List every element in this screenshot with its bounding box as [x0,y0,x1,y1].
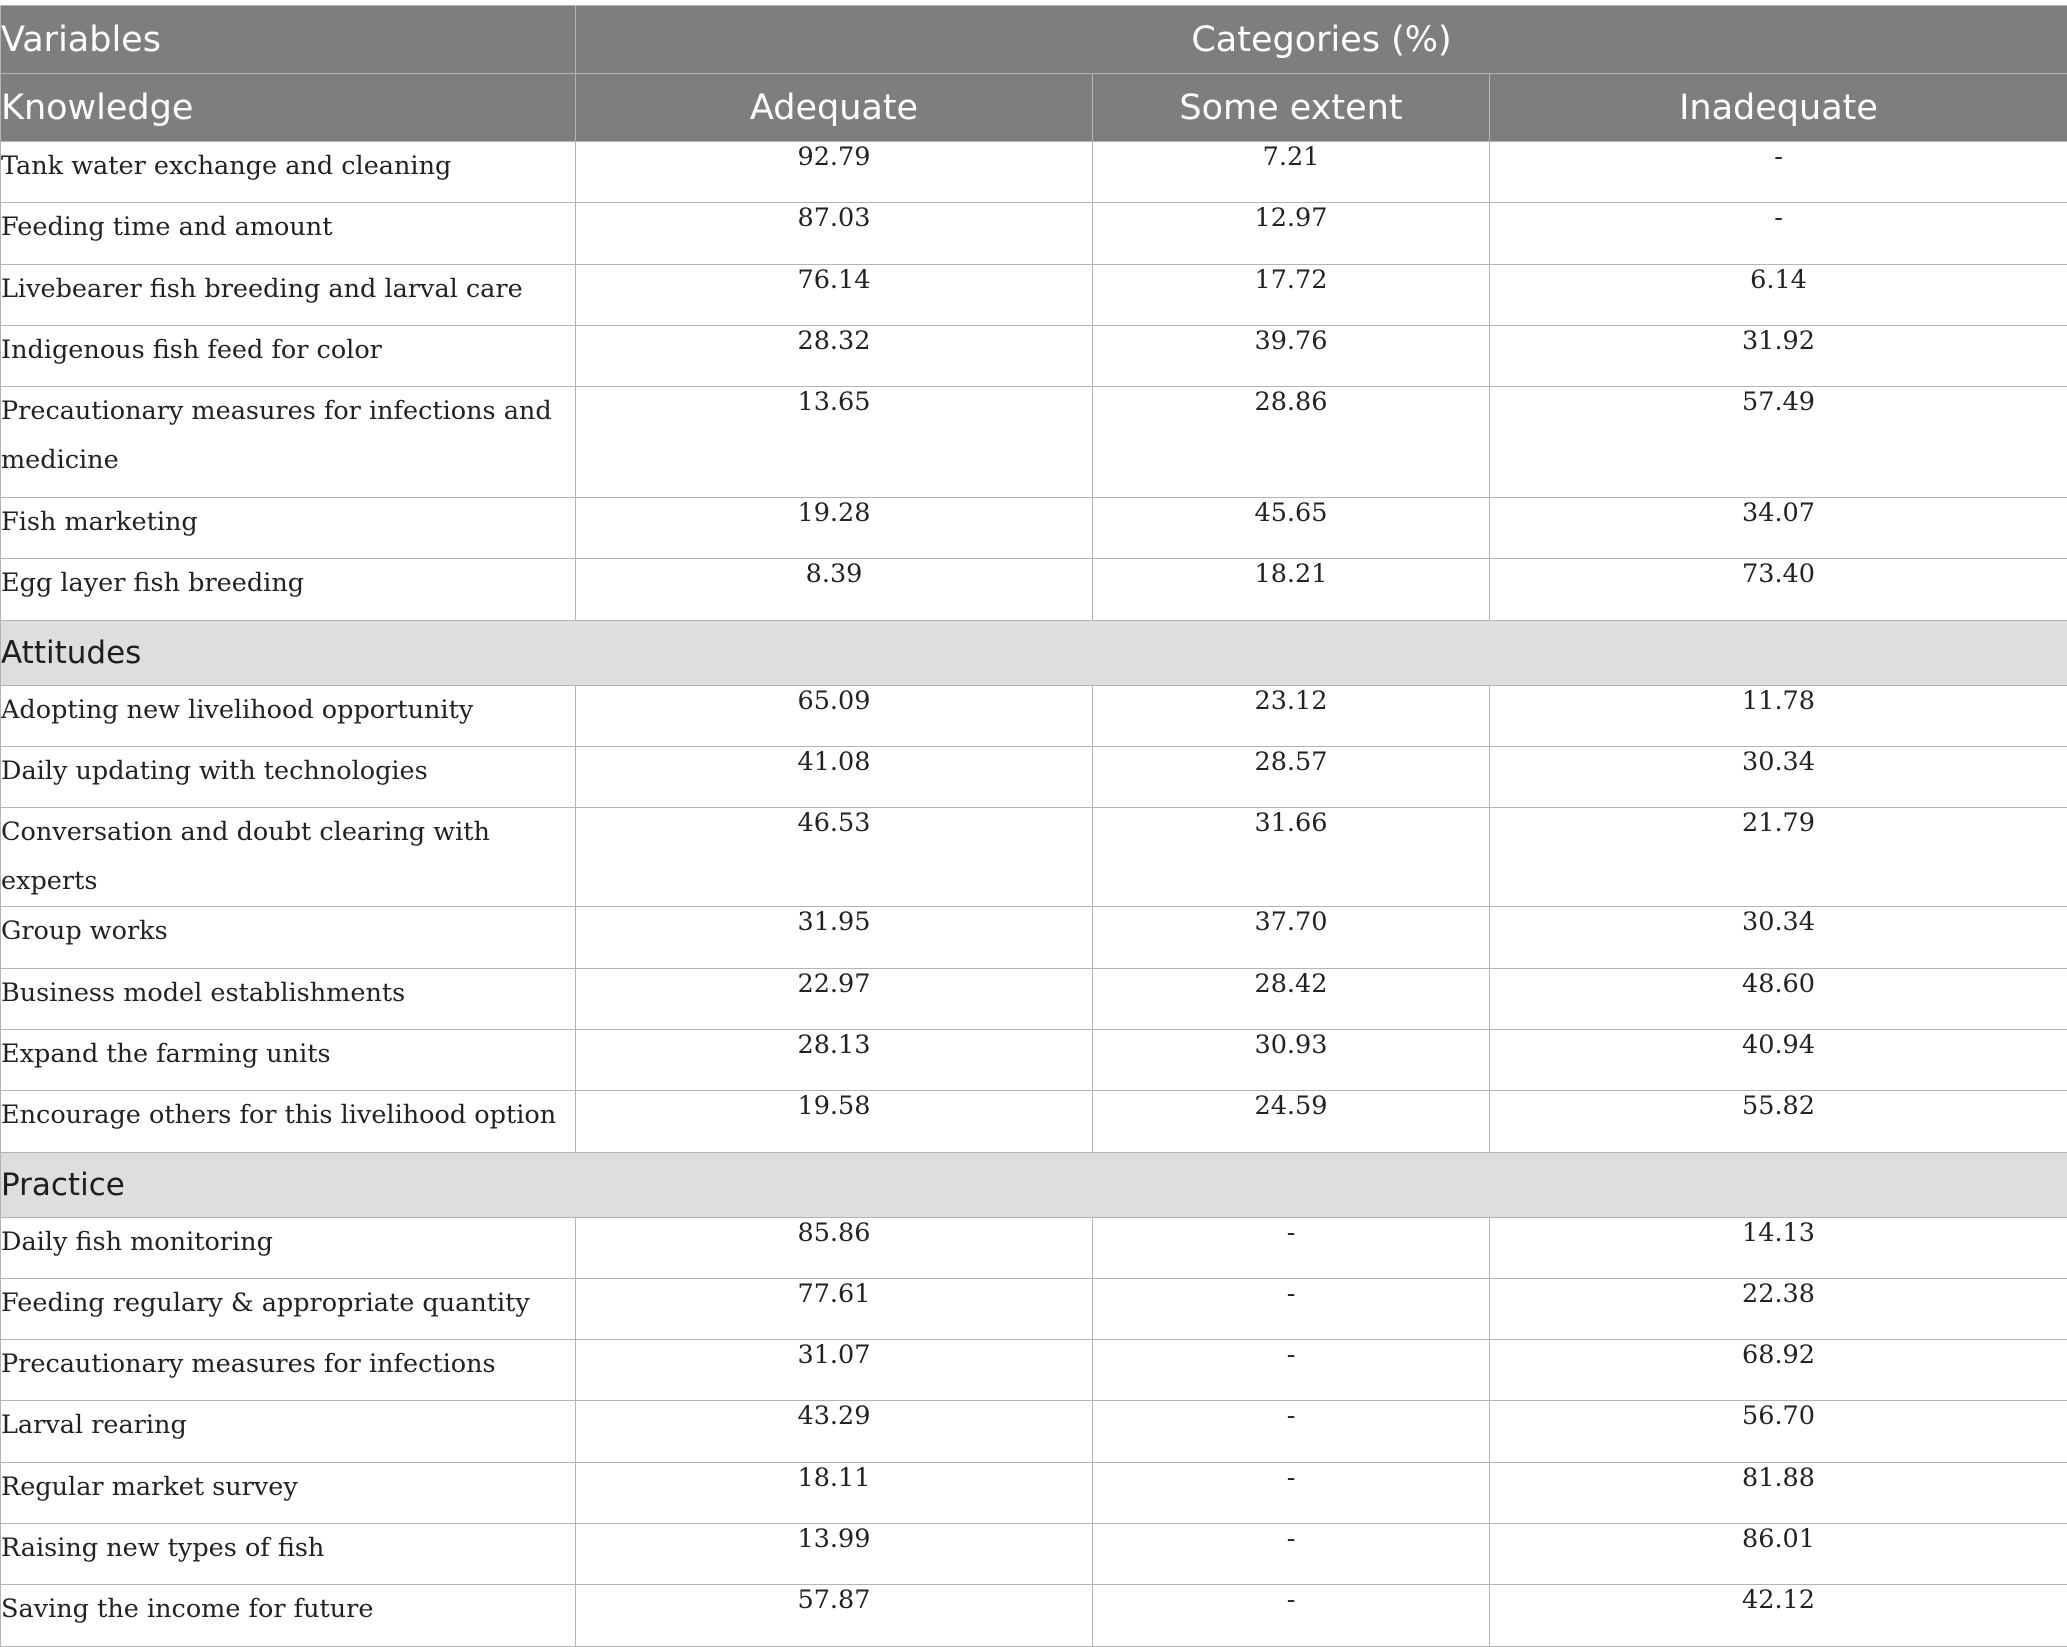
kap-table [0,5,2067,1647]
cell-inadequate: 6.14 [1490,264,2067,325]
cell-some-extent: - [1093,1278,1490,1339]
cell-inadequate: - [1490,203,2067,264]
cell-some-extent: 28.86 [1093,387,1490,498]
cell-some-extent: 18.21 [1093,559,1490,620]
cell-adequate: 46.53 [576,808,1093,907]
cell-some-extent: 31.66 [1093,808,1490,907]
cell-adequate: 13.65 [576,387,1093,498]
section-row-attitudes [1,620,2067,685]
table-row [1,142,2067,203]
row-label: Daily updating with technologies [1,747,576,808]
cell-adequate: 13.99 [576,1524,1093,1585]
row-label: Business model establishments [1,968,576,1029]
table-row [1,1217,2067,1278]
table-row [1,1401,2067,1462]
table-row [1,1278,2067,1339]
row-label: Group works [1,907,576,968]
column-header-inadequate: Inadequate [1490,74,2067,142]
section-title-practice: Practice [1,1152,2067,1217]
cell-some-extent: 12.97 [1093,203,1490,264]
column-header-some-extent: Some extent [1093,74,1490,142]
cell-inadequate: 68.92 [1490,1340,2067,1401]
table-row [1,325,2067,386]
row-label: Feeding regulary & appropriate quantity [1,1278,576,1339]
cell-adequate: 87.03 [576,203,1093,264]
row-label: Fish marketing [1,498,576,559]
cell-adequate: 85.86 [576,1217,1093,1278]
row-label: Conversation and doubt clearing with experts [1,808,576,907]
row-label: Daily fish monitoring [1,1217,576,1278]
cell-adequate: 18.11 [576,1462,1093,1523]
row-label: Egg layer fish breeding [1,559,576,620]
cell-adequate: 65.09 [576,685,1093,746]
cell-inadequate: 31.92 [1490,325,2067,386]
table-row [1,968,2067,1029]
cell-inadequate: 30.34 [1490,907,2067,968]
table-row [1,808,2067,907]
cell-adequate: 77.61 [576,1278,1093,1339]
table-row [1,387,2067,498]
table-row [1,747,2067,808]
cell-adequate: 19.58 [576,1091,1093,1152]
cell-some-extent: 30.93 [1093,1029,1490,1090]
section-title-knowledge: Knowledge [1,74,576,142]
cell-adequate: 31.95 [576,907,1093,968]
row-label: Tank water exchange and cleaning [1,142,576,203]
row-label: Feeding time and amount [1,203,576,264]
cell-inadequate: 86.01 [1490,1524,2067,1585]
cell-adequate: 31.07 [576,1340,1093,1401]
cell-adequate: 28.13 [576,1029,1093,1090]
table-row [1,1340,2067,1401]
header-row-top [1,6,2067,74]
table-row [1,907,2067,968]
cell-some-extent: 24.59 [1093,1091,1490,1152]
cell-adequate: 57.87 [576,1585,1093,1646]
cell-inadequate: 57.49 [1490,387,2067,498]
cell-some-extent: 23.12 [1093,685,1490,746]
row-label: Precautionary measures for infections and medicine [1,387,576,498]
cell-inadequate: 81.88 [1490,1462,2067,1523]
row-label: Expand the farming units [1,1029,576,1090]
row-label: Adopting new livelihood opportunity [1,685,576,746]
cell-some-extent: 45.65 [1093,498,1490,559]
row-label: Livebearer fish breeding and larval care [1,264,576,325]
cell-some-extent: - [1093,1462,1490,1523]
row-label: Encourage others for this livelihood option [1,1091,576,1152]
table-row [1,1091,2067,1152]
header-variables: Variables [1,6,576,74]
row-label: Raising new types of fish [1,1524,576,1585]
section-title-attitudes: Attitudes [1,620,2067,685]
cell-adequate: 76.14 [576,264,1093,325]
header-row-columns [1,74,2067,142]
row-label: Regular market survey [1,1462,576,1523]
table-row [1,1524,2067,1585]
cell-some-extent: - [1093,1524,1490,1585]
cell-inadequate: - [1490,142,2067,203]
cell-inadequate: 42.12 [1490,1585,2067,1646]
table-row [1,498,2067,559]
cell-some-extent: 7.21 [1093,142,1490,203]
cell-adequate: 92.79 [576,142,1093,203]
column-header-adequate: Adequate [576,74,1093,142]
table-body [1,142,2067,1647]
table-row [1,203,2067,264]
cell-some-extent: - [1093,1401,1490,1462]
row-label: Precautionary measures for infections [1,1340,576,1401]
cell-some-extent: 37.70 [1093,907,1490,968]
cell-inadequate: 22.38 [1490,1278,2067,1339]
cell-some-extent: 17.72 [1093,264,1490,325]
cell-adequate: 28.32 [576,325,1093,386]
table-row [1,685,2067,746]
table-row [1,559,2067,620]
cell-inadequate: 40.94 [1490,1029,2067,1090]
cell-inadequate: 30.34 [1490,747,2067,808]
cell-adequate: 8.39 [576,559,1093,620]
cell-some-extent: - [1093,1585,1490,1646]
table-row [1,264,2067,325]
cell-some-extent: 28.42 [1093,968,1490,1029]
cell-adequate: 41.08 [576,747,1093,808]
cell-inadequate: 73.40 [1490,559,2067,620]
cell-adequate: 19.28 [576,498,1093,559]
header-categories: Categories (%) [576,6,2067,74]
cell-inadequate: 11.78 [1490,685,2067,746]
cell-adequate: 43.29 [576,1401,1093,1462]
table-row [1,1029,2067,1090]
cell-some-extent: 39.76 [1093,325,1490,386]
cell-some-extent: - [1093,1217,1490,1278]
cell-inadequate: 48.60 [1490,968,2067,1029]
cell-inadequate: 14.13 [1490,1217,2067,1278]
cell-some-extent: - [1093,1340,1490,1401]
row-label: Larval rearing [1,1401,576,1462]
cell-inadequate: 21.79 [1490,808,2067,907]
cell-inadequate: 56.70 [1490,1401,2067,1462]
table-row [1,1585,2067,1646]
cell-inadequate: 34.07 [1490,498,2067,559]
row-label: Saving the income for future [1,1585,576,1646]
cell-some-extent: 28.57 [1093,747,1490,808]
cell-inadequate: 55.82 [1490,1091,2067,1152]
cell-adequate: 22.97 [576,968,1093,1029]
section-row-practice [1,1152,2067,1217]
row-label: Indigenous fish feed for color [1,325,576,386]
table-row [1,1462,2067,1523]
